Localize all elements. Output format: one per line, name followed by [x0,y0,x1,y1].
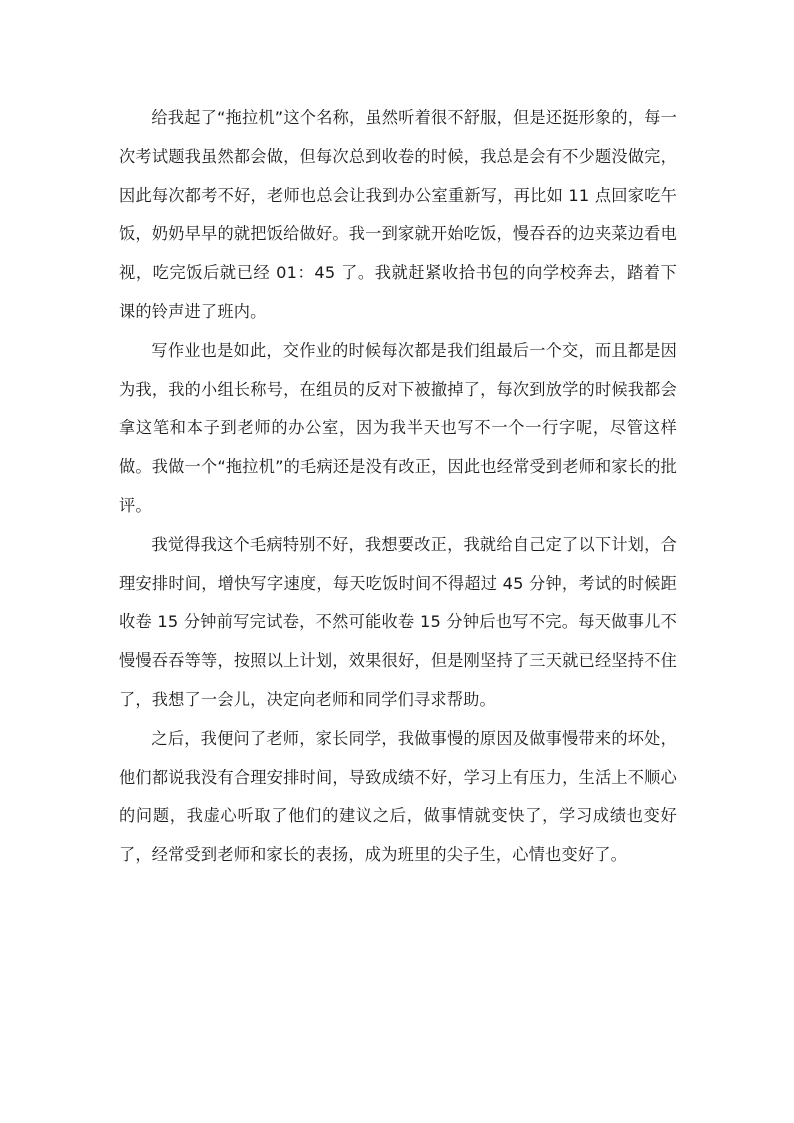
paragraph-3: 我觉得我这个毛病特别不好，我想要改正，我就给自己定了以下计划，合理安排时间，增快写字速度，每天吃饭时间不得超过 45 分钟，考试的时候距收卷 15 分钟前写完试卷，不然可能收卷 15 分钟后也写不完。每天做事儿不慢慢吞吞等等，按照以上计划，效果很好，但是刚坚持了三天就已经坚持不住了，我想了一会儿，决定向老师和同学们寻求帮助。 [119,534,677,709]
paragraph-1: 给我起了“拖拉机”这个名称，虽然听着很不舒服，但是还挺形象的，每一次考试题我虽然都会做，但每次总到收卷的时候，我总是会有不少题没做完，因此每次都考不好，老师也总会让我到办公室重新写，再比如 11 点回家吃午饭，奶奶早早的就把饭给做好。我一到家就开始吃饭，慢吞吞的边夹菜边看电视，吃完饭后就已经 01：45 了。我就赶紧收拾书包的向学校奔去，踏着下课的铃声进了班内。 [119,108,677,321]
paragraph-4: 之后，我便问了老师，家长同学，我做事慢的原因及做事慢带来的坏处，他们都说我没有合理安排时间，导致成绩不好，学习上有压力，生活上不顺心的问题，我虚心听取了他们的建议之后，做事情就变快了，学习成绩也变好了，经常受到老师和家长的表扬，成为班里的尖子生，心情也变好了。 [119,728,677,865]
paragraph-2: 写作业也是如此，交作业的时候每次都是我们组最后一个交，而且都是因为我，我的小组长称号，在组员的反对下被撤掉了，每次到放学的时候我都会拿这笔和本子到老师的办公室，因为我半天也写不一个一行字呢，尽管这样做。我做一个“拖拉机”的毛病还是没有改正，因此也经常受到老师和家长的批评。 [119,340,677,515]
document-body [119,99,677,875]
